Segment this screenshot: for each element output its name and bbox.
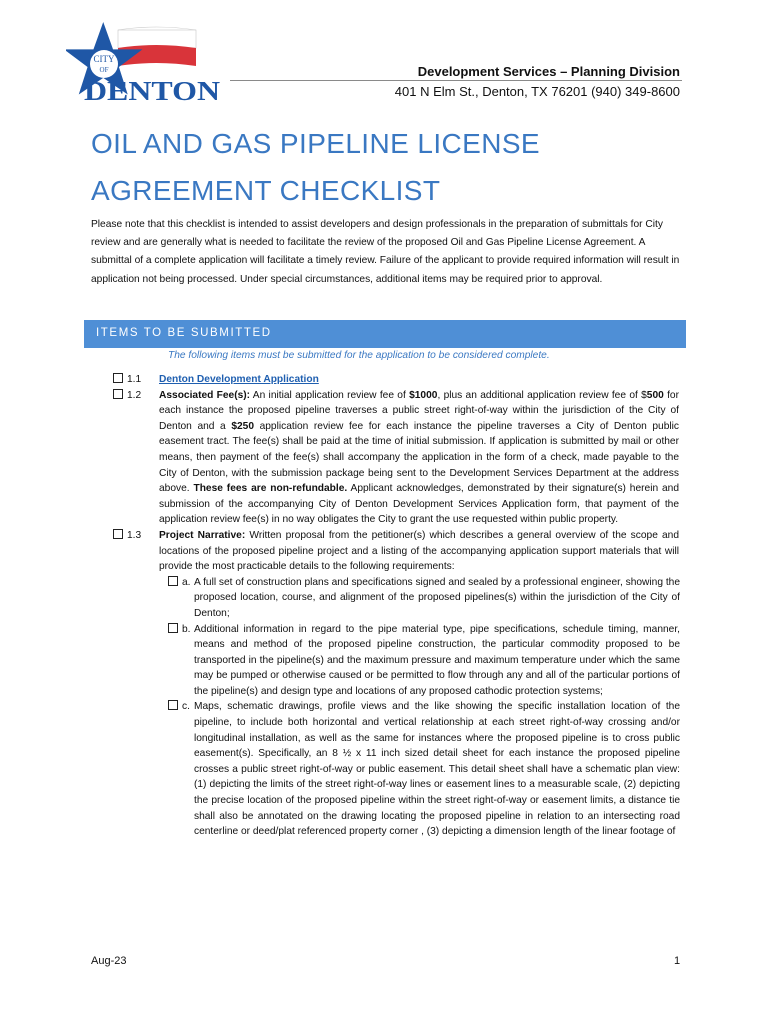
header-divider (230, 80, 682, 81)
logo-denton-text: DENTON (84, 76, 221, 104)
subitem-c: c. Maps, schematic drawings, profile views and the like showing the specific installation location of the pipeline, to include both horizontal and vertical relationship at each street right-of-way crossing and/or longitudinal installation, as well as the same for instances where the proposed pipeline is to cross public easement(s). Specifically, an 8 ½ x 11 inch sized detail sheet for each instance the proposed pipeline crosses a public street right-of-way or public easement. This detail sheet shall have a schematic plan view: (1) depicting the limits of the street right-of-way lines or easement lines to a measurable scale, (2) depicting the precise location of the proposed pipeline within the street right-of-way or easement limits, a distance tie shall also be annotated on the drawing locating the proposed pipeline in relation to an intersecting road centerline or deed/plat referenced property corner , (3) depicting a dimension length of the linear footage of (0, 699, 770, 839)
title-line-1: OIL AND GAS PIPELINE LICENSE (91, 128, 540, 159)
page-number: 1 (674, 955, 681, 967)
logo-city-text: CITY (93, 54, 115, 64)
subitem-text: Additional information in regard to the pipe material type, pipe specifications, schedule timing, manner, means and method of the proposed pipeline construction, the particular commodity proposed to be transported in the pipeline(s) and the maximum pressure and maximum temperature under which the same may be pumped or otherwise caused or be permitted to flow through any and all of the particular portions of the pipeline(s) and design type and locations of any proposed cathodic protection systems; (194, 623, 680, 697)
intro-paragraph: Please note that this checklist is intended to assist developers and design professionals in the preparation of submittals for City review and are generally what is needed to facilitate the review of the proposed Oil and Gas Pipeline License Agreement. A submittal of a complete application will facilitate a timely review. Failure of the applicant to provide required information will result in application not being processed. Under special circumstances, additional items may be required prior to approval. (91, 219, 680, 285)
item-number: 1.2 (113, 388, 141, 404)
subitem-text: A full set of construction plans and specifications signed and sealed by a professional engineer, showing the proposed location, course, and alignment of the proposed pipelines(s) within the jurisdiction of the City of Denton; (194, 576, 680, 619)
section-note: The following items must be submitted for the application to be considered complete. (168, 350, 550, 361)
item-number: 1.1 (113, 372, 141, 388)
section-heading: ITEMS TO BE SUBMITTED (96, 327, 272, 339)
checklist-item-1-1 (0, 372, 770, 388)
checklist-item-1-3 (0, 528, 770, 575)
title-line-2: AGREEMENT CHECKLIST (91, 175, 441, 206)
checkbox[interactable] (113, 373, 123, 383)
department-name: Development Services – Planning Division (417, 64, 680, 79)
checklist-item-1-2 (0, 388, 770, 528)
logo-of-text: OF (99, 66, 109, 74)
checkbox[interactable] (168, 700, 178, 710)
checkbox[interactable] (113, 389, 123, 399)
subitem-a: a. A full set of construction plans and specifications signed and sealed by a professional engineer, showing the proposed location, course, and alignment of the proposed pipelines(s) within the jurisdiction of the City of Denton; (0, 575, 770, 622)
item-text: Associated Fee(s): An initial application review fee of $1000, plus an additional application review fee of $500 for each instance the proposed pipeline traverses a public street right-of-way within the jurisdiction of the City of Denton and a $250 application review fee for each instance the pipeline traverses a City of Denton public easement tract. The fee(s) shall be paid at the time of initial submission. If application is submitted by mail or other means, then payment of the fee(s) shall accompany the application in the form of a check, made payable to the City of Denton, with the submission package being sent to the Development Services Department at the address above. These fees are non-refundable. Applicant acknowledges, demonstrated by their signature(s) herein and submission of the accompanying City of Denton Development Services Application form, that payment of the application review fee(s) in no way obligates the City to grant the use requested within public property. (159, 389, 680, 526)
page-title (91, 120, 691, 214)
subitem-text: Maps, schematic drawings, profile views and the like showing the specific installation location of the pipeline, to include both horizontal and vertical relationship at each street right-of-way crossing and/or longitudinal installation, as well as the same for instances where the proposed pipeline is to cross public easement(s). Specifically, an 8 ½ x 11 inch sized detail sheet for each instance the proposed pipeline crosses a public street right-of-way or public easement. This detail sheet shall have a schematic plan view: (1) depicting the limits of the street right-of-way lines or easement lines to a measurable scale, (2) depicting the precise location of the proposed pipeline within the street right-of-way or easement limits, a distance tie shall also be annotated on the drawing locating the proposed pipeline in relation to an intersecting road centerline or deed/plat referenced property corner , (3) depicting a dimension length of the linear footage of (194, 701, 680, 838)
department-address: 401 N Elm St., Denton, TX 76201 (940) 349-8600 (394, 84, 680, 99)
development-application-link[interactable]: Denton Development Application (159, 374, 319, 385)
item-number: 1.3 (113, 528, 141, 544)
item-text: Project Narrative: Written proposal from the petitioner(s) which describes a general overview of the scope and locations of the proposed pipeline project and a listing of the accompanying application support materials that will provide the most practicable details to the following requirements: (159, 529, 679, 573)
checklist (0, 372, 770, 840)
city-of-denton-logo (66, 20, 226, 104)
checkbox[interactable] (168, 623, 178, 633)
footer-date: Aug-23 (91, 955, 127, 967)
checkbox[interactable] (113, 529, 123, 539)
subitem-b: b. Additional information in regard to the pipe material type, pipe specifications, schedule timing, manner, means and method of the proposed pipeline construction, the particular commodity proposed to be transported in the pipeline(s) and the maximum pressure and maximum temperature under which the same may be pumped or otherwise caused or be permitted to flow through any and all of the particular portions of the pipeline(s) and design type and locations of any proposed cathodic protection systems; (0, 622, 770, 700)
checkbox[interactable] (168, 576, 178, 586)
section-header-bar (84, 320, 686, 348)
